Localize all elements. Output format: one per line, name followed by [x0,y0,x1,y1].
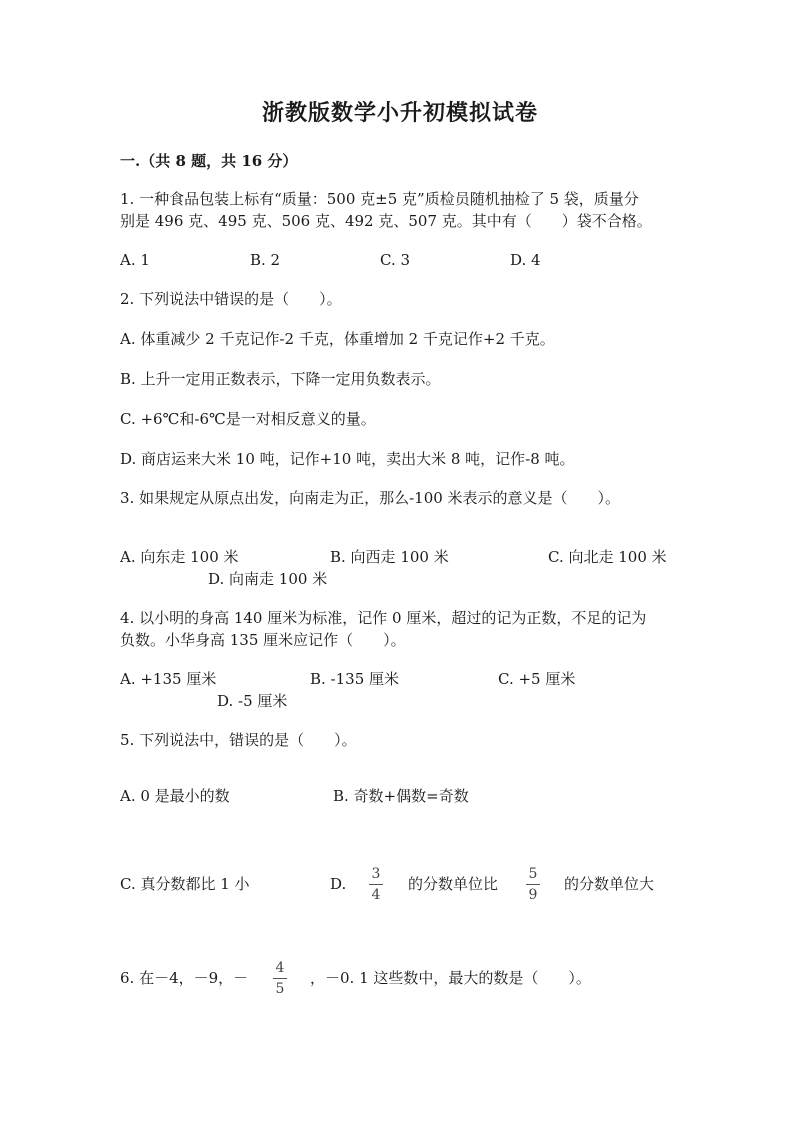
q5-option-d-middle: 的分数单位比 [408,875,499,893]
q1-option-b: B. 2 [250,251,281,269]
q2-option-c: C. +6℃和-6℃是一对相反意义的量。 [120,410,376,428]
q5-stem: 5. 下列说法中，错误的是（ ）。 [120,731,357,749]
q6-stem-prefix: 6. 在－4，－9，－ [120,969,249,987]
q5-option-c: C. 真分数都比 1 小 [120,875,250,893]
q4-option-c: C. +5 厘米 [498,670,576,688]
q6-fraction [273,960,287,997]
fraction-bar [526,884,540,885]
q5-option-d-label: D. [330,875,347,893]
fraction-numerator: 3 [371,866,381,882]
fraction-denominator: 9 [528,887,538,903]
q4-stem-line1: 4. 以小明的身高 140 厘米为标准，记作 0 厘米，超过的记为正数，不足的记为 [120,609,647,627]
fraction-bar [369,884,383,885]
fraction-bar [273,978,287,979]
q1-option-d: D. 4 [510,251,541,269]
q4-stem-line2: 负数。小华身高 135 厘米应记作（ ）。 [120,631,406,649]
q5-option-d-fraction-2 [526,866,540,903]
q2-stem: 2. 下列说法中错误的是（ ）。 [120,290,342,308]
q6-stem-suffix: ，－0. 1 这些数中，最大的数是（ ）。 [310,969,591,987]
section-header: 一.（共 8 题，共 16 分） [120,152,298,170]
q2-option-d: D. 商店运来大米 10 吨，记作+10 吨，卖出大米 8 吨，记作-8 吨。 [120,450,575,468]
page-title: 浙教版数学小升初模拟试卷 [261,100,538,126]
q2-option-b: B. 上升一定用正数表示，下降一定用负数表示。 [120,370,441,388]
q3-option-c: C. 向北走 100 米 [548,548,667,566]
q1-stem-line2: 别是 496 克、495 克、506 克、492 克、507 克。其中有（ ）袋不合格。 [120,212,652,230]
q1-option-c: C. 3 [380,251,411,269]
q4-option-a: A. +135 厘米 [120,670,217,688]
q5-option-d-suffix: 的分数单位大 [564,875,655,893]
fraction-numerator: 4 [275,960,285,976]
q4-option-d: D. -5 厘米 [217,692,288,710]
fraction-numerator: 5 [528,866,538,882]
fraction-denominator: 4 [371,887,381,903]
q3-option-a: A. 向东走 100 米 [120,548,239,566]
q3-option-b: B. 向西走 100 米 [330,548,449,566]
q4-option-b: B. -135 厘米 [310,670,400,688]
q1-option-a: A. 1 [120,251,150,269]
q2-option-a: A. 体重减少 2 千克记作-2 千克，体重增加 2 千克记作+2 千克。 [120,330,555,348]
q3-stem: 3. 如果规定从原点出发，向南走为正，那么-100 米表示的意义是（ ）。 [120,489,621,507]
q1-stem-line1: 1. 一种食品包装上标有“质量：500 克±5 克”质检员随机抽检了 5 袋，质量分 [120,190,639,208]
q5-option-b: B. 奇数+偶数=奇数 [333,787,469,805]
q5-option-a: A. 0 是最小的数 [120,787,230,805]
fraction-denominator: 5 [275,981,285,997]
q3-option-d: D. 向南走 100 米 [208,570,328,588]
q5-option-d-fraction-1 [369,866,383,903]
